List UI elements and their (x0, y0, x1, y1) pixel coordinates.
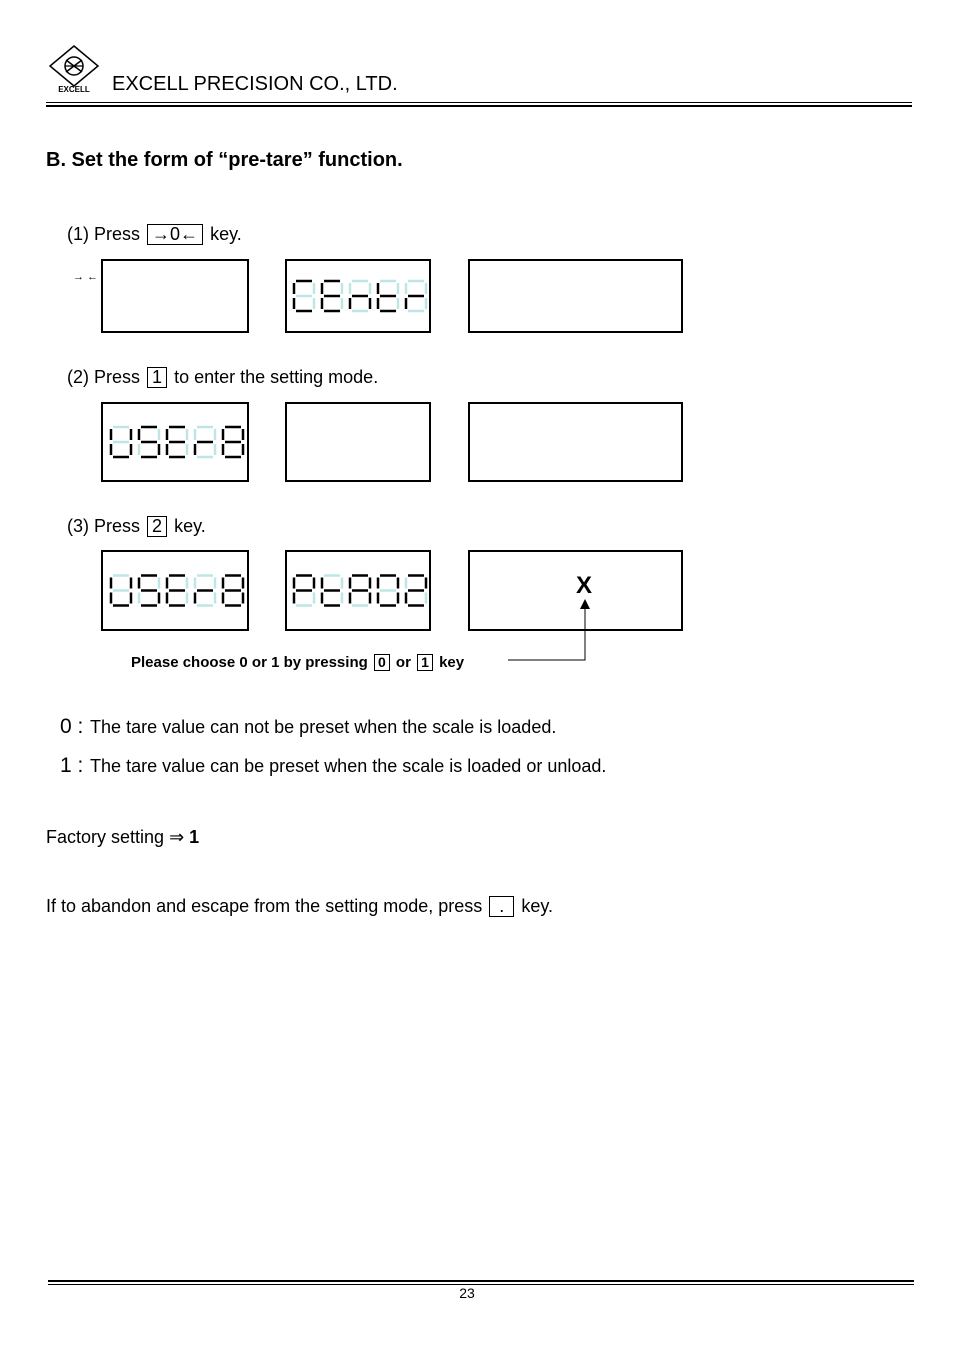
step-2 (67, 367, 378, 388)
display-step1-a (101, 259, 249, 333)
option-0 (60, 715, 556, 739)
escape-instruction (46, 896, 553, 917)
display-step1-c (468, 259, 683, 333)
display-step2-b (285, 402, 431, 482)
excell-logo (46, 44, 102, 94)
header-rule-thick (46, 105, 912, 107)
factory-arrow: ⇒ (169, 827, 185, 847)
company-name: EXCELL PRECISION CO., LTD. (112, 73, 398, 95)
display-step2-c (468, 402, 683, 482)
step-3-suffix: key. (174, 516, 206, 536)
factory-value: 1 (189, 827, 200, 847)
note-text-2: key (439, 654, 465, 671)
option-0-num: 0 : (60, 715, 84, 738)
dot-key: . (489, 896, 514, 917)
step-1-prefix: (1) Press (67, 224, 141, 244)
option-1-text: The tare value can be preset when the scale is loaded or unload. (90, 756, 607, 776)
zero-indicator: → ← (73, 271, 99, 283)
display-step2-a (101, 402, 249, 482)
step-2-prefix: (2) Press (67, 367, 141, 387)
zero-key: →0← (147, 224, 203, 245)
escape-text-1: If to abandon and escape from the setting mode, press (46, 896, 483, 916)
page-number: 23 (459, 1285, 475, 1301)
note-or: or (395, 654, 411, 671)
header-rule (46, 102, 912, 103)
factory-label: Factory setting (46, 827, 165, 847)
display-step1-b (285, 259, 431, 333)
two-key: 2 (147, 516, 167, 537)
option-0-text: The tare value can not be preset when the scale is loaded. (90, 717, 557, 737)
factory-setting (46, 827, 199, 848)
note-key-0: 0 (374, 654, 390, 671)
logo-text: EXCELL (58, 85, 90, 94)
section-title: B. Set the form of “pre-tare” function. (46, 149, 403, 171)
one-key: 1 (147, 367, 167, 388)
step-1-suffix: key. (210, 224, 242, 244)
footer-rule-thick (48, 1280, 914, 1282)
choose-note (131, 654, 464, 671)
step-3 (67, 516, 206, 537)
pointer-arrow (500, 595, 600, 665)
step-2-suffix: to enter the setting mode. (174, 367, 379, 387)
option-1 (60, 754, 606, 778)
note-key-1: 1 (417, 654, 433, 671)
note-text-1: Please choose 0 or 1 by pressing (131, 654, 368, 671)
escape-text-2: key. (521, 896, 554, 916)
selection-mark: X (576, 572, 593, 599)
option-1-num: 1 : (60, 754, 84, 777)
display-step3-a (101, 550, 249, 631)
display-step3-b (285, 550, 431, 631)
step-1 (67, 224, 242, 245)
step-3-prefix: (3) Press (67, 516, 141, 536)
